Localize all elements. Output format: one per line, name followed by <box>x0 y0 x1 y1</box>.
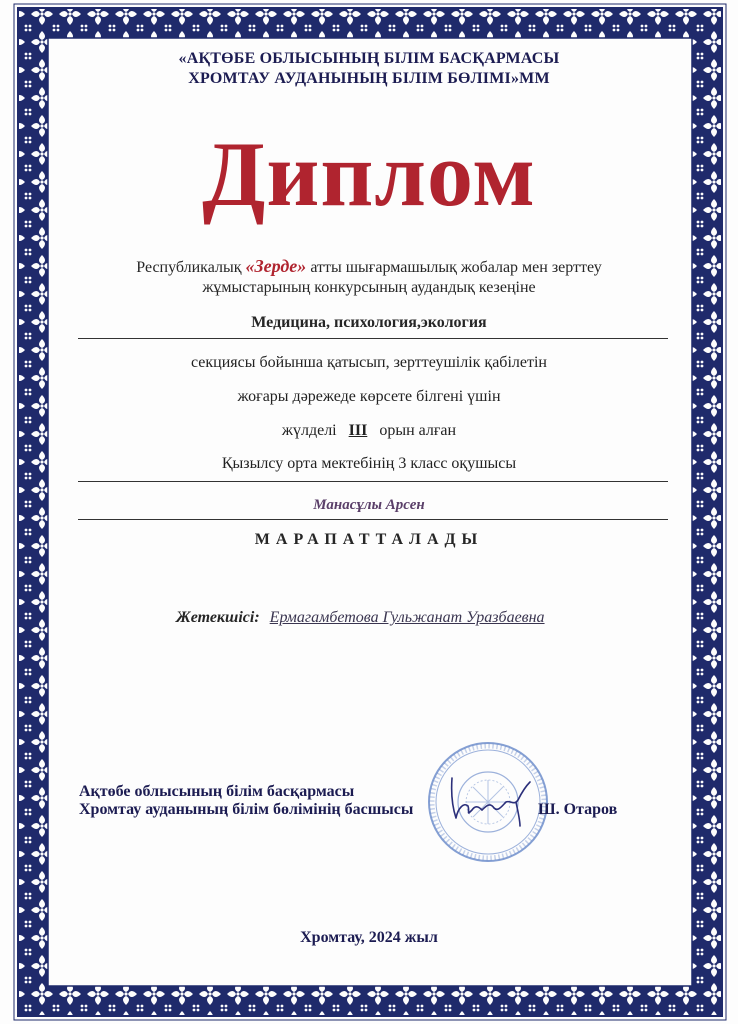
place-prefix: жүлделі <box>281 422 337 439</box>
supervisor-line <box>176 609 545 627</box>
signature-org-line-1: Ақтөбе облысының білім басқармасы <box>79 783 355 800</box>
header-line-1: «АҚТӨБЕ ОБЛЫСЫНЫҢ БІЛІМ БАСҚАРМАСЫ <box>178 50 560 67</box>
place-suffix: орын алған <box>379 422 457 439</box>
divider-line <box>78 338 668 339</box>
place-line <box>0 422 738 440</box>
signature-org-line-2: Хромтау ауданының білім бөлімінің басшысы <box>79 801 414 818</box>
header-line-2: ХРОМТАУ АУДАНЫНЫҢ БІЛІМ БӨЛІМІ»ММ <box>188 70 550 87</box>
place-value: III <box>348 422 368 439</box>
recipient-name: Манасұлы Арсен <box>313 497 425 513</box>
diploma-title: Диплом <box>202 123 536 225</box>
divider-line <box>78 481 668 482</box>
supervisor-label: Жетекшісі: <box>176 609 260 626</box>
section-name: Медицина, психология,экология <box>251 314 487 331</box>
body-line-2: жоғары дәрежеде көрсете білгені үшін <box>237 388 501 405</box>
footer-place-year: Хромтау, 2024 жыл <box>300 929 438 946</box>
body-line-1: секциясы бойынша қатысып, зерттеушілік қабілетін <box>191 354 547 371</box>
contest-name: «Зерде» <box>245 256 307 276</box>
handwritten-signature-icon <box>446 772 536 828</box>
intro-prefix: Республикалық <box>136 259 246 276</box>
divider-line <box>78 519 668 520</box>
intro-line-2: жұмыстарының конкурсының аудандық кезеңіне <box>202 279 536 296</box>
signer-name: Ш. Отаров <box>538 801 618 818</box>
intro-line-1 <box>0 256 738 277</box>
intro-suffix: атты шығармашылық жобалар мен зерттеу <box>306 259 602 276</box>
school-line: Қызылсу орта мектебінің 3 класс оқушысы <box>221 455 517 472</box>
supervisor-name: Ермагамбетова Гульжанат Уразбаевна <box>269 609 545 626</box>
awarded-text: МАРАПАТТАЛАДЫ <box>254 531 484 548</box>
